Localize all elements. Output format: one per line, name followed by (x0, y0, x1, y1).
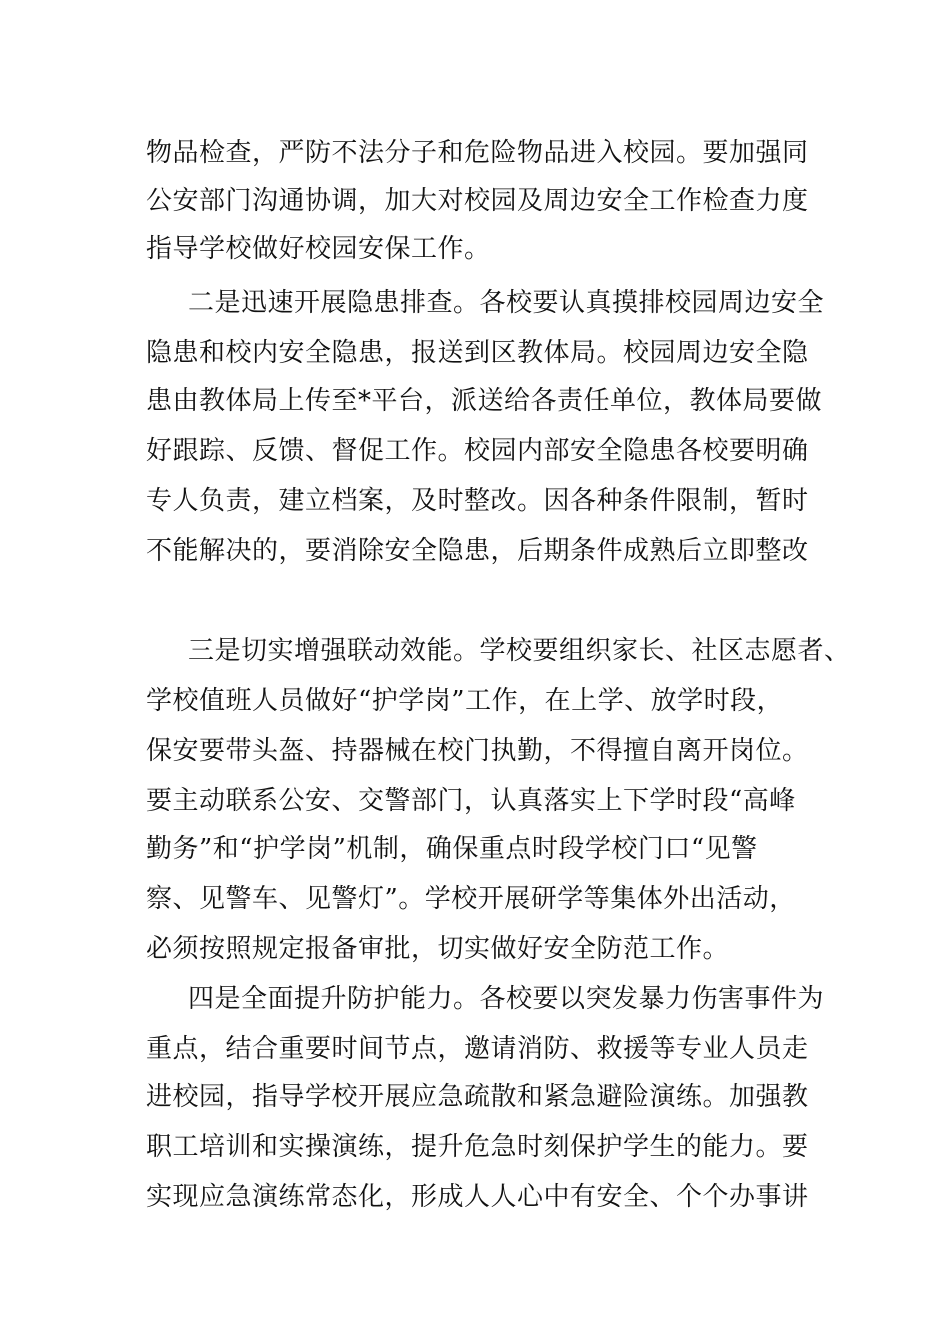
paragraph-two-start: 二是迅速开展隐患排查。各校要认真摸排校园周边安全 (188, 288, 825, 318)
text-line: 职工培训和实操演练，提升危急时刻保护学生的能力。要 (146, 1132, 809, 1162)
text-line: 专人负责，建立档案，及时整改。因各种条件限制，暂时 (146, 486, 809, 516)
paragraph-three-start: 三是切实增强联动效能。学校要组织家长、社区志愿者、 (188, 636, 851, 666)
text-line: 勤务”和“护学岗”机制，确保重点时段学校门口“见警 (146, 834, 758, 864)
text-line: 重点，结合重要时间节点，邀请消防、救援等专业人员走 (146, 1034, 809, 1064)
text-line: 要主动联系公安、交警部门，认真落实上下学时段“高峰 (146, 786, 796, 816)
text-line: 学校值班人员做好“护学岗”工作，在上学、放学时段， (146, 686, 784, 716)
text-line: 保安要带头盔、持器械在校门执勤，不得擅自离开岗位。 (146, 736, 809, 766)
text-line: 隐患和校内安全隐患，报送到区教体局。校园周边安全隐 (146, 338, 809, 368)
text-line: 必须按照规定报备审批，切实做好安全防范工作。 (146, 934, 730, 964)
text-line: 不能解决的，要消除安全隐患，后期条件成熟后立即整改 (146, 536, 809, 566)
text-line: 指导学校做好校园安保工作。 (146, 234, 491, 264)
paragraph-four-start: 四是全面提升防护能力。各校要以突发暴力伤害事件为 (188, 984, 825, 1014)
text-line: 物品检查，严防不法分子和危险物品进入校园。要加强同 (146, 138, 809, 168)
text-line: 察、见警车、见警灯”。学校开展研学等集体外出活动， (146, 884, 796, 914)
text-line: 进校园，指导学校开展应急疏散和紧急避险演练。加强教 (146, 1082, 809, 1112)
text-line: 公安部门沟通协调，加大对校园及周边安全工作检查力度 (146, 186, 809, 216)
text-line: 实现应急演练常态化，形成人人心中有安全、个个办事讲 (146, 1182, 809, 1212)
text-line: 好跟踪、反馈、督促工作。校园内部安全隐患各校要明确 (146, 436, 809, 466)
text-line: 患由教体局上传至*平台，派送给各责任单位，教体局要做 (146, 386, 823, 416)
